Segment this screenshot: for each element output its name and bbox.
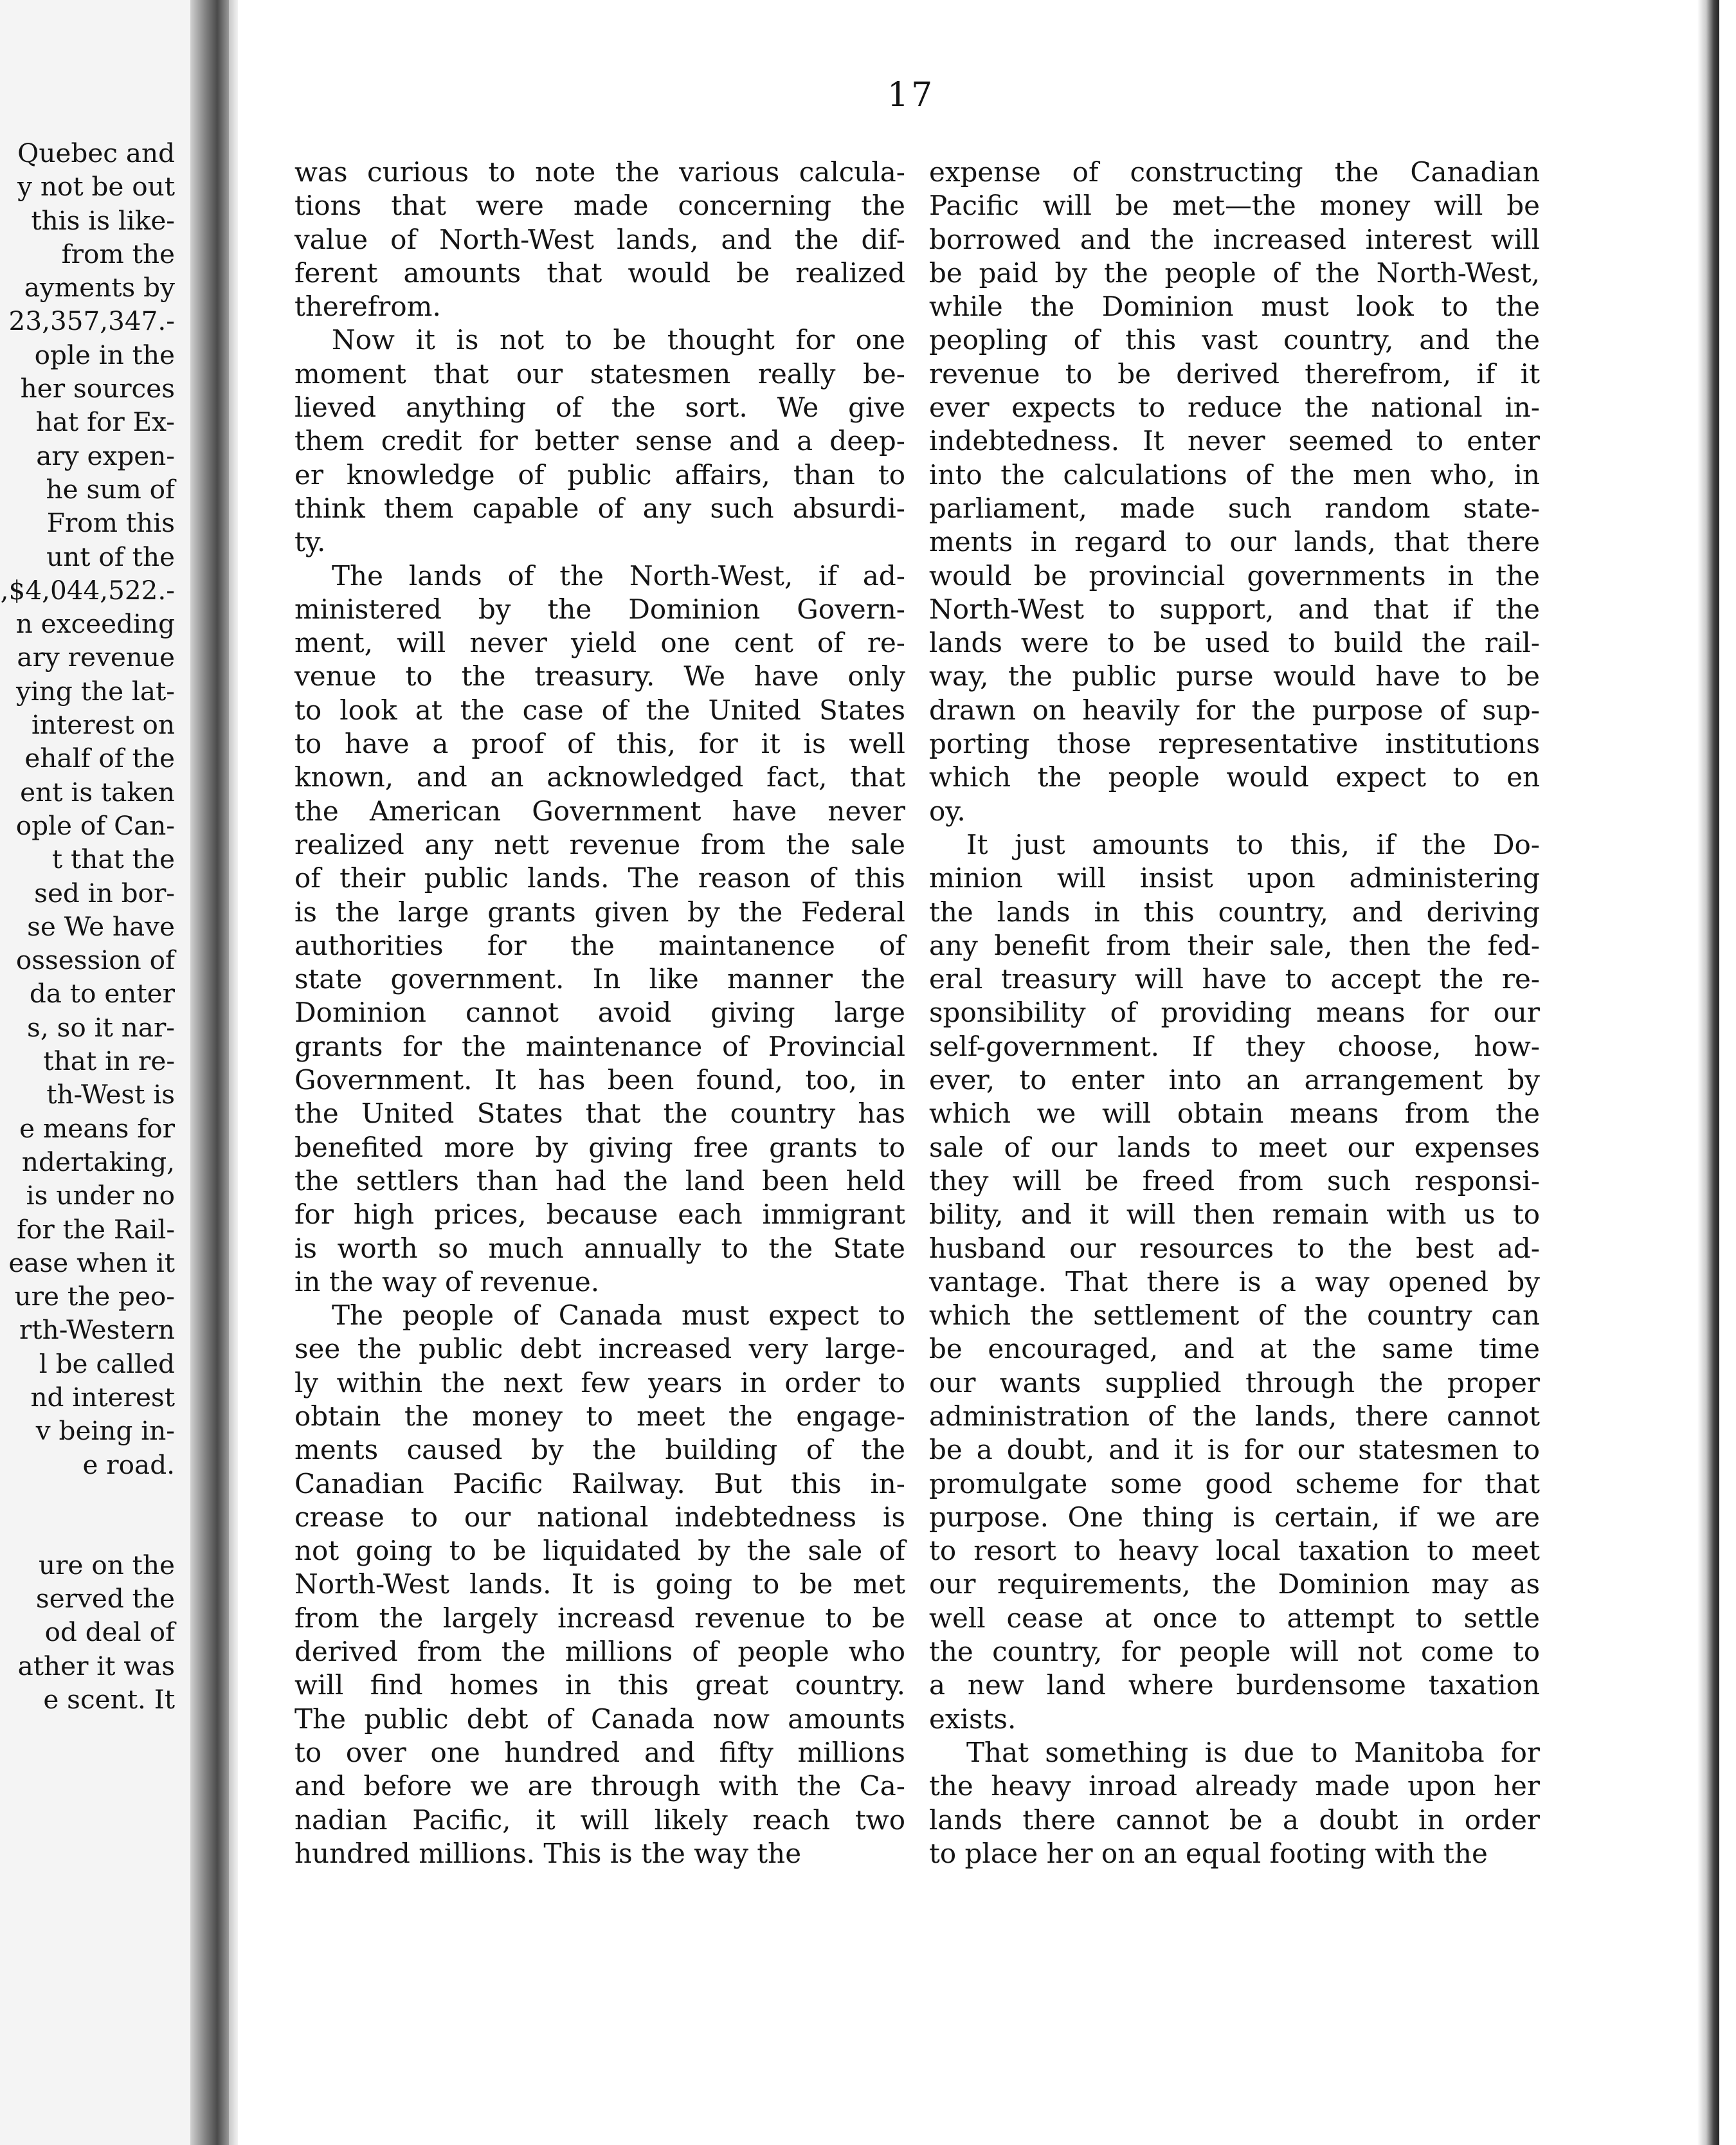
text-line: North-West to support, and that if the — [929, 593, 1540, 625]
text-line: derived from the millions of people who — [294, 1636, 905, 1668]
facing-page-line: ease when it — [8, 1247, 175, 1278]
facing-page-line: ather it was — [17, 1650, 175, 1681]
text-line: realized any nett revenue from the sale — [294, 828, 905, 860]
text-line: think them capable of any such absurdi- — [294, 492, 905, 524]
text-line: be a doubt, and it is for our statesmen to — [929, 1434, 1540, 1466]
text-line: the heavy inroad already made upon her — [929, 1770, 1540, 1802]
facing-page-line: nd interest — [30, 1381, 175, 1413]
text-line: grants for the maintenance of Provincial — [294, 1030, 905, 1062]
facing-page-line: ehalf of the — [24, 743, 175, 774]
text-line: minion will insist upon administering — [929, 862, 1540, 894]
facing-page-line: Quebec and — [17, 138, 175, 168]
facing-page-gap — [0, 1481, 175, 1548]
text-line: be paid by the people of the North-West, — [929, 257, 1540, 289]
text-line: is the large grants given by the Federal — [294, 896, 905, 928]
text-line: Dominion cannot avoid giving large — [294, 997, 905, 1029]
text-line: venue to the treasury. We have only — [294, 660, 905, 692]
text-line: into the calculations of the men who, in — [929, 458, 1540, 491]
facing-page-line: for the Rail- — [17, 1213, 175, 1245]
facing-page-line: ent is taken — [20, 776, 175, 808]
text-line: the lands in this country, and deriving — [929, 896, 1540, 928]
text-line: therefrom. — [294, 291, 441, 323]
text-line: borrowed and the increased interest will — [929, 223, 1540, 255]
text-line: the United States that the country has — [294, 1098, 905, 1130]
text-line: they will be freed from such responsi- — [929, 1164, 1540, 1197]
text-line: to over one hundred and fifty millions — [294, 1736, 905, 1768]
facing-page-line: interest on — [31, 709, 175, 741]
text-line: Now it is not to be thought for one — [332, 324, 905, 356]
text-line: which we will obtain means from the — [929, 1098, 1540, 1130]
text-line: any benefit from their sale, then the fed- — [929, 929, 1540, 961]
text-line: husband our resources to the best ad- — [929, 1232, 1540, 1264]
text-line: Pacific will be met—the money will be — [929, 190, 1540, 222]
facing-page-column — [0, 136, 175, 1716]
facing-page-line: ure the peo- — [14, 1281, 175, 1312]
binding-gutter — [190, 0, 229, 2145]
text-line: ly within the next few years in order to — [294, 1366, 905, 1398]
facing-page-line: da to enter — [29, 978, 175, 1009]
text-line: lieved anything of the sort. We give — [294, 392, 905, 424]
text-line: purpose. One thing is certain, if we are — [929, 1501, 1540, 1533]
paragraph — [294, 156, 905, 323]
text-line: North-West lands. It is going to be met — [294, 1568, 905, 1600]
facing-page-line: e means for — [19, 1112, 175, 1144]
text-line: ferent amounts that would be realized — [294, 257, 905, 289]
text-line: for high prices, because each immigrant — [294, 1199, 905, 1231]
facing-page-line: ossession of — [15, 945, 175, 976]
text-line: nadian Pacific, it will likely reach two — [294, 1804, 905, 1836]
text-line: the settlers than had the land been held — [294, 1164, 905, 1197]
text-line: to have a proof of this, for it is well — [294, 728, 905, 760]
text-line: and before we are through with the Ca- — [294, 1770, 905, 1802]
text-line: tions that were made concerning the — [294, 190, 905, 222]
text-line: ments caused by the building of the — [294, 1434, 905, 1466]
paragraph — [294, 323, 905, 559]
text-line: exists. — [929, 1703, 1017, 1735]
text-line: The people of Canada must expect to — [332, 1299, 905, 1332]
facing-page-line: this is like- — [31, 204, 175, 236]
facing-page-line: is under no — [26, 1180, 175, 1211]
text-line: the American Government have never — [294, 795, 905, 827]
paragraph — [294, 1299, 905, 1870]
facing-page-line: ople of Can- — [15, 810, 175, 841]
text-line: eral treasury will have to accept the re- — [929, 963, 1540, 995]
facing-page-line: ary expen- — [36, 440, 175, 471]
text-line: ministered by the Dominion Govern- — [294, 593, 905, 625]
text-line: self-government. If they choose, how- — [929, 1030, 1540, 1062]
text-line: er knowledge of public affairs, than to — [294, 458, 905, 491]
text-line: not going to be liquidated by the sale of — [294, 1535, 905, 1567]
facing-page-line: 23,357,347.- — [8, 305, 175, 337]
text-line: a new land where burdensome taxation — [929, 1669, 1540, 1701]
facing-page-fragment — [0, 0, 207, 2145]
text-line: drawn on heavily for the purpose of sup- — [929, 694, 1540, 726]
text-line: Government. It has been found, too, in — [294, 1064, 905, 1096]
text-line: from the largely increasd revenue to be — [294, 1602, 905, 1634]
text-line: them credit for better sense and a deep- — [294, 425, 905, 457]
text-line: promulgate some good scheme for that — [929, 1467, 1540, 1499]
facing-page-line: ayments by — [24, 272, 175, 303]
text-line: ty. — [294, 526, 326, 558]
text-line: was curious to note the various calcula- — [294, 156, 905, 188]
text-line: moment that our statesmen really be- — [294, 358, 905, 390]
text-line: The public debt of Canada now amounts — [294, 1703, 905, 1735]
text-line: sponsibility of providing means for our — [929, 997, 1540, 1029]
text-line: lands were to be used to build the rail- — [929, 627, 1540, 659]
text-line: authorities for the maintanence of — [294, 929, 905, 961]
text-column-right — [929, 156, 1540, 1870]
text-line: be encouraged, and at the same time — [929, 1333, 1540, 1365]
text-line: value of North-West lands, and the dif- — [294, 223, 905, 255]
facing-page-line: se We have — [27, 910, 175, 942]
text-line: benefited more by giving free grants to — [294, 1131, 905, 1163]
facing-page-line: ure on the — [39, 1549, 175, 1580]
paragraph — [294, 559, 905, 1299]
facing-page-line: l be called — [39, 1348, 175, 1379]
text-line: hundred millions. This is the way the — [294, 1837, 802, 1869]
facing-page-line: ople in the — [34, 339, 175, 370]
facing-page-line: from the — [61, 238, 175, 269]
text-line: vantage. That there is a way opened by — [929, 1265, 1540, 1298]
paragraph — [929, 156, 1540, 828]
text-line: administration of the lands, there cannot — [929, 1400, 1540, 1432]
text-line: will find homes in this great country. — [294, 1669, 905, 1701]
facing-page-line: her sources — [20, 373, 175, 404]
text-line: our wants supplied through the proper — [929, 1366, 1540, 1398]
text-line: to resort to heavy local taxation to meet — [929, 1535, 1540, 1567]
text-line: well cease at once to attempt to settle — [929, 1602, 1540, 1634]
text-column-left — [294, 156, 905, 1870]
facing-page-line: s, so it nar- — [27, 1011, 175, 1043]
text-line: state government. In like manner the — [294, 963, 905, 995]
facing-page-line: sed in bor- — [34, 877, 175, 909]
text-line: That something is due to Manitoba for — [966, 1736, 1540, 1768]
facing-page-line: ying the lat- — [16, 675, 175, 707]
text-line: ments in regard to our lands, that there — [929, 526, 1540, 558]
text-line: would be provincial governments in the — [929, 559, 1540, 592]
facing-page-line: he sum of — [46, 473, 175, 505]
text-line: our requirements, the Dominion may as — [929, 1568, 1540, 1600]
text-line: Canadian Pacific Railway. But this in- — [294, 1467, 905, 1499]
facing-page-line: v being in- — [35, 1415, 175, 1447]
text-line: to place her on an equal footing with the — [929, 1837, 1488, 1869]
text-line: bility, and it will then remain with us to — [929, 1199, 1540, 1231]
text-line: parliament, made such random state- — [929, 492, 1540, 524]
text-line: which the people would expect to en — [929, 761, 1540, 793]
text-line: lands there cannot be a doubt in order — [929, 1804, 1540, 1836]
text-line: crease to our national indebtedness is — [294, 1501, 905, 1533]
text-line: The lands of the North-West, if ad- — [332, 559, 905, 592]
page-number: 17 — [887, 76, 936, 114]
text-line: obtain the money to meet the engage- — [294, 1400, 905, 1432]
facing-page-line: ary revenue — [17, 642, 175, 673]
text-line: ment, will never yield one cent of re- — [294, 627, 905, 659]
text-line: to look at the case of the United States — [294, 694, 905, 726]
text-line: oy. — [929, 795, 966, 827]
text-line: way, the public purse would have to be — [929, 660, 1540, 692]
text-line: porting those representative institutions — [929, 728, 1540, 760]
text-line: the country, for people will not come to — [929, 1636, 1540, 1668]
text-line: while the Dominion must look to the — [929, 291, 1540, 323]
text-line: is worth so much annually to the State — [294, 1232, 905, 1264]
text-line: indebtedness. It never seemed to enter — [929, 425, 1540, 457]
facing-page-line: ,$4,044,522.- — [0, 574, 175, 606]
text-line: ever, to enter into an arrangement by — [929, 1064, 1540, 1096]
page-edge-right — [1697, 0, 1719, 2145]
facing-page-line: served the — [35, 1583, 175, 1615]
facing-page-line: e scent. It — [43, 1684, 175, 1715]
facing-page-line: n exceeding — [15, 608, 175, 640]
paragraph — [929, 828, 1540, 1736]
text-line: peopling of this vast country, and the — [929, 324, 1540, 356]
facing-page-line: unt of the — [46, 541, 175, 572]
facing-page-line: e road. — [82, 1449, 175, 1480]
facing-page-line: From this — [46, 507, 175, 539]
text-line: revenue to be derived therefrom, if it — [929, 358, 1540, 390]
facing-page-line: od deal of — [44, 1616, 175, 1648]
text-line: known, and an acknowledged fact, that — [294, 761, 905, 793]
text-line: ever expects to reduce the national in- — [929, 392, 1540, 424]
facing-page-line: hat for Ex- — [35, 406, 175, 438]
text-line: sale of our lands to meet our expenses — [929, 1131, 1540, 1163]
page-edge-left — [229, 0, 238, 2145]
text-line: in the way of revenue. — [294, 1265, 600, 1298]
facing-page-line: t that the — [51, 844, 175, 875]
text-line: which the settlement of the country can — [929, 1299, 1540, 1332]
facing-page-line: ndertaking, — [21, 1146, 175, 1177]
facing-page-line: y not be out — [17, 171, 175, 203]
text-line: of their public lands. The reason of this — [294, 862, 905, 894]
facing-page-line: th-West is — [46, 1079, 175, 1110]
facing-page-line: rth-Western — [19, 1314, 175, 1346]
text-line: It just amounts to this, if the Do- — [966, 828, 1540, 860]
text-line: expense of constructing the Canadian — [929, 156, 1540, 188]
paragraph — [929, 1736, 1540, 1870]
facing-page-line: that in re- — [43, 1045, 175, 1077]
text-line: see the public debt increased very large- — [294, 1333, 905, 1365]
